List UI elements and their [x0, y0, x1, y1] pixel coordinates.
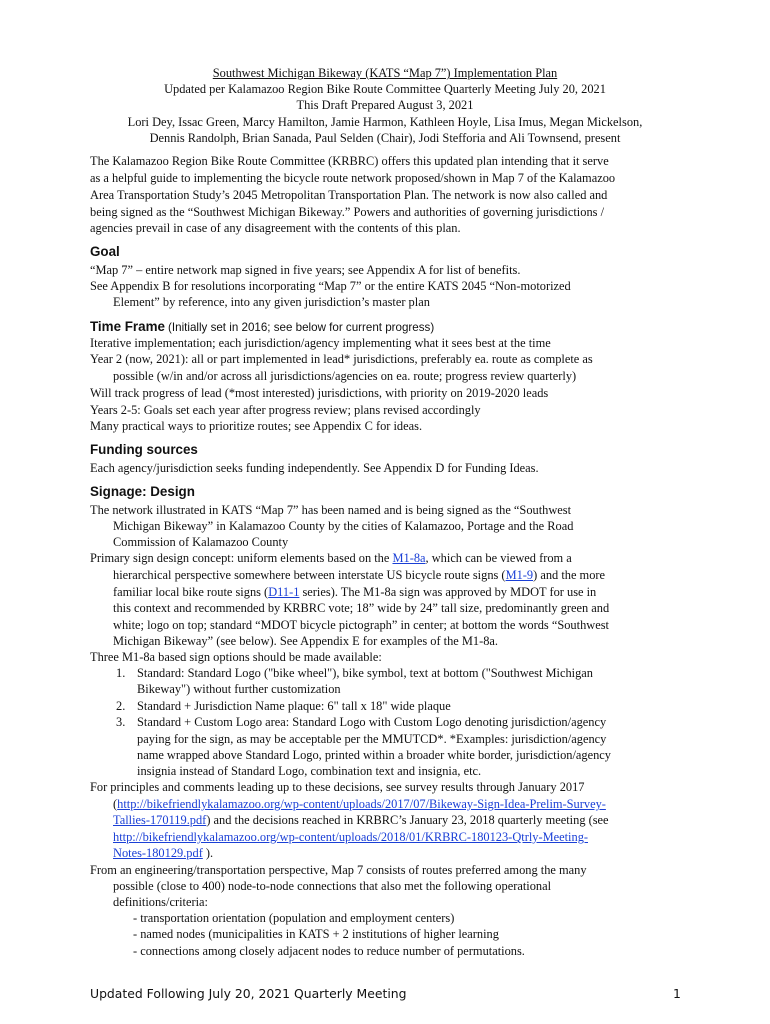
principles-line-2: [113, 796, 606, 812]
goal-heading: Goal: [90, 244, 120, 259]
d11-1-link[interactable]: D11-1: [268, 585, 300, 599]
signage-line-9: Michigan Bikeway” (see below). See Appendix E for examples of the M1-8a.: [113, 634, 499, 648]
principles-line-5: [113, 845, 213, 861]
signage-text: Primary sign design concept: uniform elements based on the: [90, 551, 393, 565]
principles-line-1: For principles and comments leading up to these decisions, see survey results through January 2017: [90, 780, 585, 794]
m1-9-link[interactable]: M1-9: [505, 568, 534, 582]
document-title: Southwest Michigan Bikeway (KATS “Map 7”) Implementation Plan: [212, 66, 558, 80]
timeframe-line-6: Many practical ways to prioritize routes; see Appendix C for ideas.: [90, 419, 423, 433]
timeframe-line-2: Year 2 (now, 2021): all or part implemented in lead* jurisdictions, preferably ea. route as complete as: [90, 352, 593, 366]
timeframe-note: (Initially set in 2016; see below for current progress): [168, 321, 435, 334]
signage-line-6: [113, 584, 596, 600]
signage-line-7: this context and recommended by KRBRC vote; 18” wide by 24” tall size, predominantly green and: [113, 601, 610, 615]
principles-text: ).: [202, 846, 214, 860]
goal-line-1: “Map 7” – entire network map signed in five years; see Appendix A for list of benefits.: [90, 263, 521, 277]
intro-line-3: Area Transportation Study’s 2045 Metropolitan Transportation Plan. The network is now also called and: [90, 188, 608, 202]
option-number: 1.: [116, 666, 126, 680]
timeframe-heading: Time Frame: [90, 319, 165, 334]
timeframe-line-3: possible (w/in and/or across all jurisdictions/agencies on ea. route; progress review quarterly): [113, 369, 577, 383]
option-3-line-1: Standard + Custom Logo area: Standard Logo with Custom Logo denoting jurisdiction/agency: [137, 715, 607, 729]
intro-line-1: The Kalamazoo Region Bike Route Committee (KRBRC) offers this updated plan intending that it serve: [90, 154, 609, 168]
survey-link[interactable]: Tallies-170119.pdf: [113, 813, 207, 827]
survey-link[interactable]: http://bikefriendlykalamazoo.org/wp-content/uploads/2017/07/Bikeway-Sign-Idea-Prelim-Survey-: [117, 797, 606, 811]
signage-text: hierarchical perspective somewhere between interstate US bicycle route signs (: [113, 568, 506, 582]
signage-line-10: Three M1-8a based sign options should be made available:: [90, 650, 382, 664]
option-2-line-1: Standard + Jurisdiction Name plaque: 6" tall x 18" wide plaque: [137, 699, 451, 713]
principles-line-4: [113, 829, 588, 845]
funding-heading: Funding sources: [90, 442, 198, 457]
timeframe-line-1: Iterative implementation; each jurisdiction/agency implementing what it sees best at the time: [90, 336, 551, 350]
engineering-line-2: possible (close to 400) node-to-node connections that also met the following operational: [113, 879, 552, 893]
option-1-line-2: Bikeway") without further customization: [137, 682, 341, 696]
engineering-line-3: definitions/criteria:: [113, 895, 208, 909]
page-number: 1: [673, 986, 681, 1001]
signage-line-3: Commission of Kalamazoo County: [113, 535, 289, 549]
intro-line-4: being signed as the “Southwest Michigan Bikeway.” Powers and authorities of governing jurisdictions /: [90, 205, 605, 219]
option-1-line-1: Standard: Standard Logo ("bike wheel"), bike symbol, text at bottom ("Southwest Michigan: [137, 666, 593, 680]
timeframe-heading-row: [90, 319, 434, 336]
signage-heading: Signage: Design: [90, 484, 195, 499]
principles-text: (: [113, 797, 118, 811]
signage-line-1: The network illustrated in KATS “Map 7” has been named and is being signed as the “Southwest: [90, 503, 572, 517]
option-3-line-2: paying for the sign, as may be acceptable per the MMUTCD*. *Examples: jurisdiction/agency: [137, 732, 607, 746]
goal-line-2: See Appendix B for resolutions incorporating “Map 7” or the entire KATS 2045 “Non-motorized: [90, 279, 571, 293]
document-subtitle: Updated per Kalamazoo Region Bike Route Committee Quarterly Meeting July 20, 2021: [164, 82, 606, 96]
signage-line-4: [90, 550, 572, 566]
signage-text: series). The M1-8a sign was approved by MDOT for use in: [299, 585, 597, 599]
funding-line-1: Each agency/jurisdiction seeks funding independently. See Appendix D for Funding Ideas.: [90, 461, 539, 475]
attendees-line-2: Dennis Randolph, Brian Sanada, Paul Selden (Chair), Jodi Stefforia and Ali Townsend, present: [149, 131, 621, 145]
draft-date: This Draft Prepared August 3, 2021: [296, 98, 474, 112]
signage-line-5: [113, 567, 605, 583]
principles-text: ) and the decisions reached in KRBRC’s January 23, 2018 quarterly meeting (see: [206, 813, 609, 827]
signage-line-8: white; logo on top; standard “MDOT bicycle pictograph” in center; at bottom the words “Southwest: [113, 618, 609, 632]
meeting-notes-link[interactable]: Notes-180129.pdf: [113, 846, 203, 860]
signage-text: familiar local bike route signs (: [113, 585, 269, 599]
intro-line-5: agencies prevail in case of any disagreement with the contents of this plan.: [90, 221, 461, 235]
timeframe-line-5: Years 2-5: Goals set each year after progress review; plans revised accordingly: [90, 403, 481, 417]
option-3-line-4: insignia instead of Standard Logo, combination text and insignia, etc.: [137, 764, 482, 778]
criteria-item-1: - transportation orientation (population and employment centers): [133, 911, 455, 925]
principles-line-3: [113, 812, 609, 828]
signage-line-2: Michigan Bikeway” in Kalamazoo County by the cities of Kalamazoo, Portage and the Road: [113, 519, 574, 533]
meeting-notes-link[interactable]: http://bikefriendlykalamazoo.org/wp-content/uploads/2018/01/KRBRC-180123-Qtrly-Meeting-: [113, 830, 589, 844]
timeframe-line-4: Will track progress of lead (*most interested) jurisdictions, with priority on 2019-2020 leads: [90, 386, 549, 400]
signage-text: ) and the more: [533, 568, 606, 582]
option-number: 3.: [116, 715, 126, 729]
goal-line-3: Element” by reference, into any given jurisdiction’s master plan: [113, 295, 430, 309]
signage-text: , which can be viewed from a: [425, 551, 572, 565]
m1-8a-link[interactable]: M1-8a: [392, 551, 426, 565]
attendees-line-1: Lori Dey, Issac Green, Marcy Hamilton, Jamie Harmon, Kathleen Hoyle, Lisa Imus, Megan Mickelson,: [127, 115, 643, 129]
option-3-line-3: name wrapped above Standard Logo, printed within a broader white border, jurisdiction/agency: [137, 748, 611, 762]
criteria-item-3: - connections among closely adjacent nodes to reduce number of permutations.: [133, 944, 525, 958]
intro-line-2: as a helpful guide to implementing the bicycle route network proposed/shown in Map 7 of the Kalamazoo: [90, 171, 616, 185]
option-number: 2.: [116, 699, 126, 713]
engineering-line-1: From an engineering/transportation perspective, Map 7 consists of routes preferred among the many: [90, 863, 587, 877]
footer-text: Updated Following July 20, 2021 Quarterly Meeting: [90, 986, 407, 1001]
criteria-item-2: - named nodes (municipalities in KATS + 2 institutions of higher learning: [133, 927, 499, 941]
